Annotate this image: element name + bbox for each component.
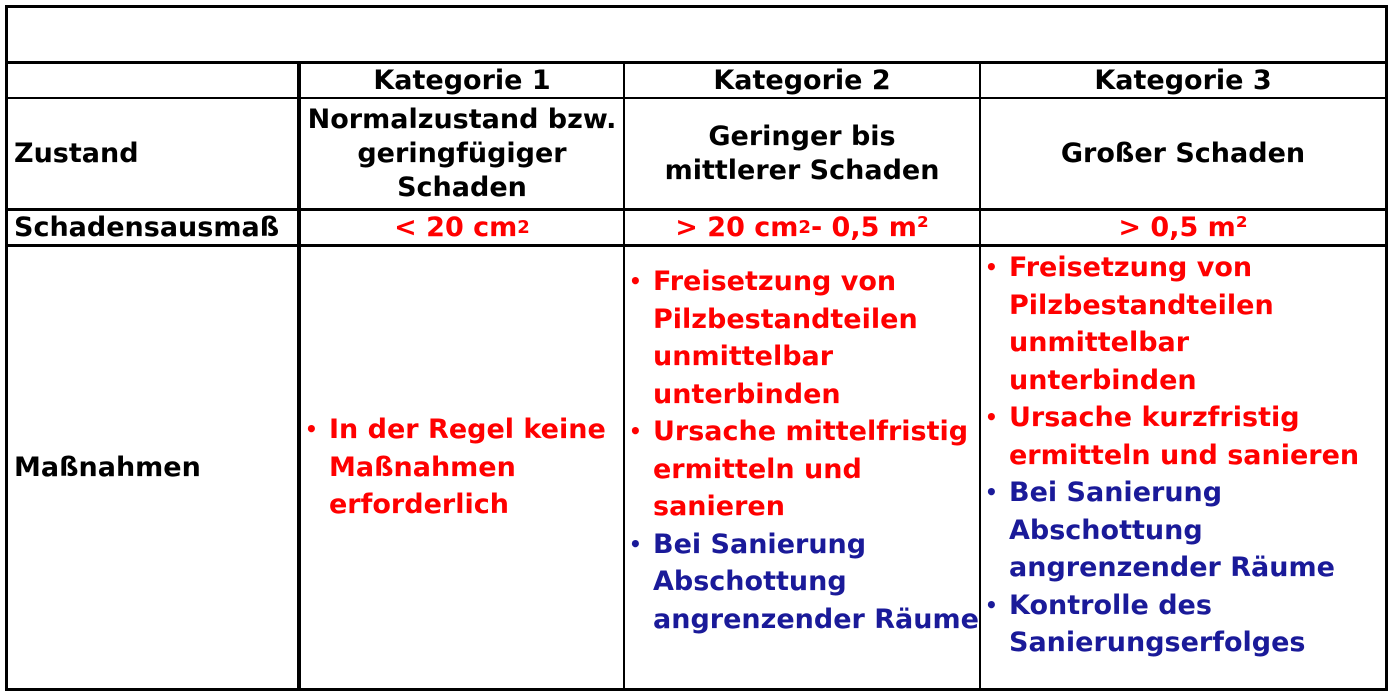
bullet-icon: •	[305, 417, 318, 442]
bullet-icon: •	[985, 255, 998, 279]
measure-text: In der Regel keine Maßnahmen erforderlich	[329, 414, 606, 521]
measure-text: Bei Sanierung Abschottung angrenzender Räume	[653, 528, 979, 635]
row-label-zustand: Zustand	[14, 138, 139, 169]
header-kategorie-3: Kategorie 3	[1094, 64, 1272, 96]
zustand-kategorie-2: Geringer bis mittlerer Schaden	[664, 120, 940, 186]
header-kategorie-1: Kategorie 1	[373, 64, 551, 96]
measure-text: Bei Sanierung Abschottung angrenzender Räume	[1009, 477, 1335, 583]
measure-list-item	[303, 411, 623, 524]
zustand-kategorie-1: Normalzustand bzw. geringfügiger Schaden	[307, 103, 617, 203]
zustand-kategorie-3: Großer Schaden	[1060, 137, 1306, 169]
measure-text: Freisetzung von Pilzbestandteilen unmittelbar unterbinden	[653, 266, 918, 410]
bullet-icon: •	[629, 531, 642, 556]
measure-list-item	[983, 249, 1385, 399]
schadensausmass-kategorie-1: < 20 cm 2	[394, 212, 530, 243]
measure-2-suffix: - 0,5 m²	[810, 212, 929, 243]
massnahmen-list-3	[983, 249, 1385, 662]
measure-1-text: < 20 cm	[394, 212, 518, 243]
measure-list-item	[627, 263, 979, 413]
bullet-icon: •	[985, 592, 998, 617]
bullet-icon: •	[629, 269, 642, 293]
massnahmen-kategorie-2	[625, 247, 979, 688]
bullet-icon: •	[985, 405, 998, 429]
measure-list-item	[627, 413, 979, 526]
row-label-massnahmen: Maßnahmen	[14, 452, 201, 483]
bullet-icon: •	[629, 419, 642, 443]
massnahmen-kategorie-3	[981, 247, 1385, 688]
measure-text: Freisetzung von Pilzbestandteilen unmittelbar unterbinden	[1009, 252, 1274, 396]
measure-text: Ursache mittelfristig ermitteln und sanieren	[653, 416, 969, 522]
measure-list-item	[983, 474, 1385, 587]
header-kategorie-2: Kategorie 2	[713, 64, 891, 96]
measure-text: Kontrolle des Sanierungserfolges	[1009, 589, 1306, 658]
measure-2-text: > 20 cm	[675, 212, 799, 243]
measure-list-item	[627, 526, 979, 639]
damage-category-table	[5, 5, 1388, 691]
row-label-schadensausmass: Schadensausmaß	[14, 212, 280, 243]
measure-list-item	[983, 399, 1385, 474]
massnahmen-list-2	[627, 263, 979, 638]
bullet-icon: •	[985, 480, 998, 504]
schadensausmass-kategorie-2: > 20 cm 2 - 0,5 m²	[675, 212, 929, 243]
schadensausmass-kategorie-3: > 0,5 m²	[1118, 212, 1248, 243]
measure-text: Ursache kurzfristig ermitteln und sanieren	[1009, 402, 1360, 471]
massnahmen-list-1	[303, 411, 623, 524]
massnahmen-kategorie-1	[301, 247, 623, 688]
measure-list-item	[983, 587, 1385, 662]
